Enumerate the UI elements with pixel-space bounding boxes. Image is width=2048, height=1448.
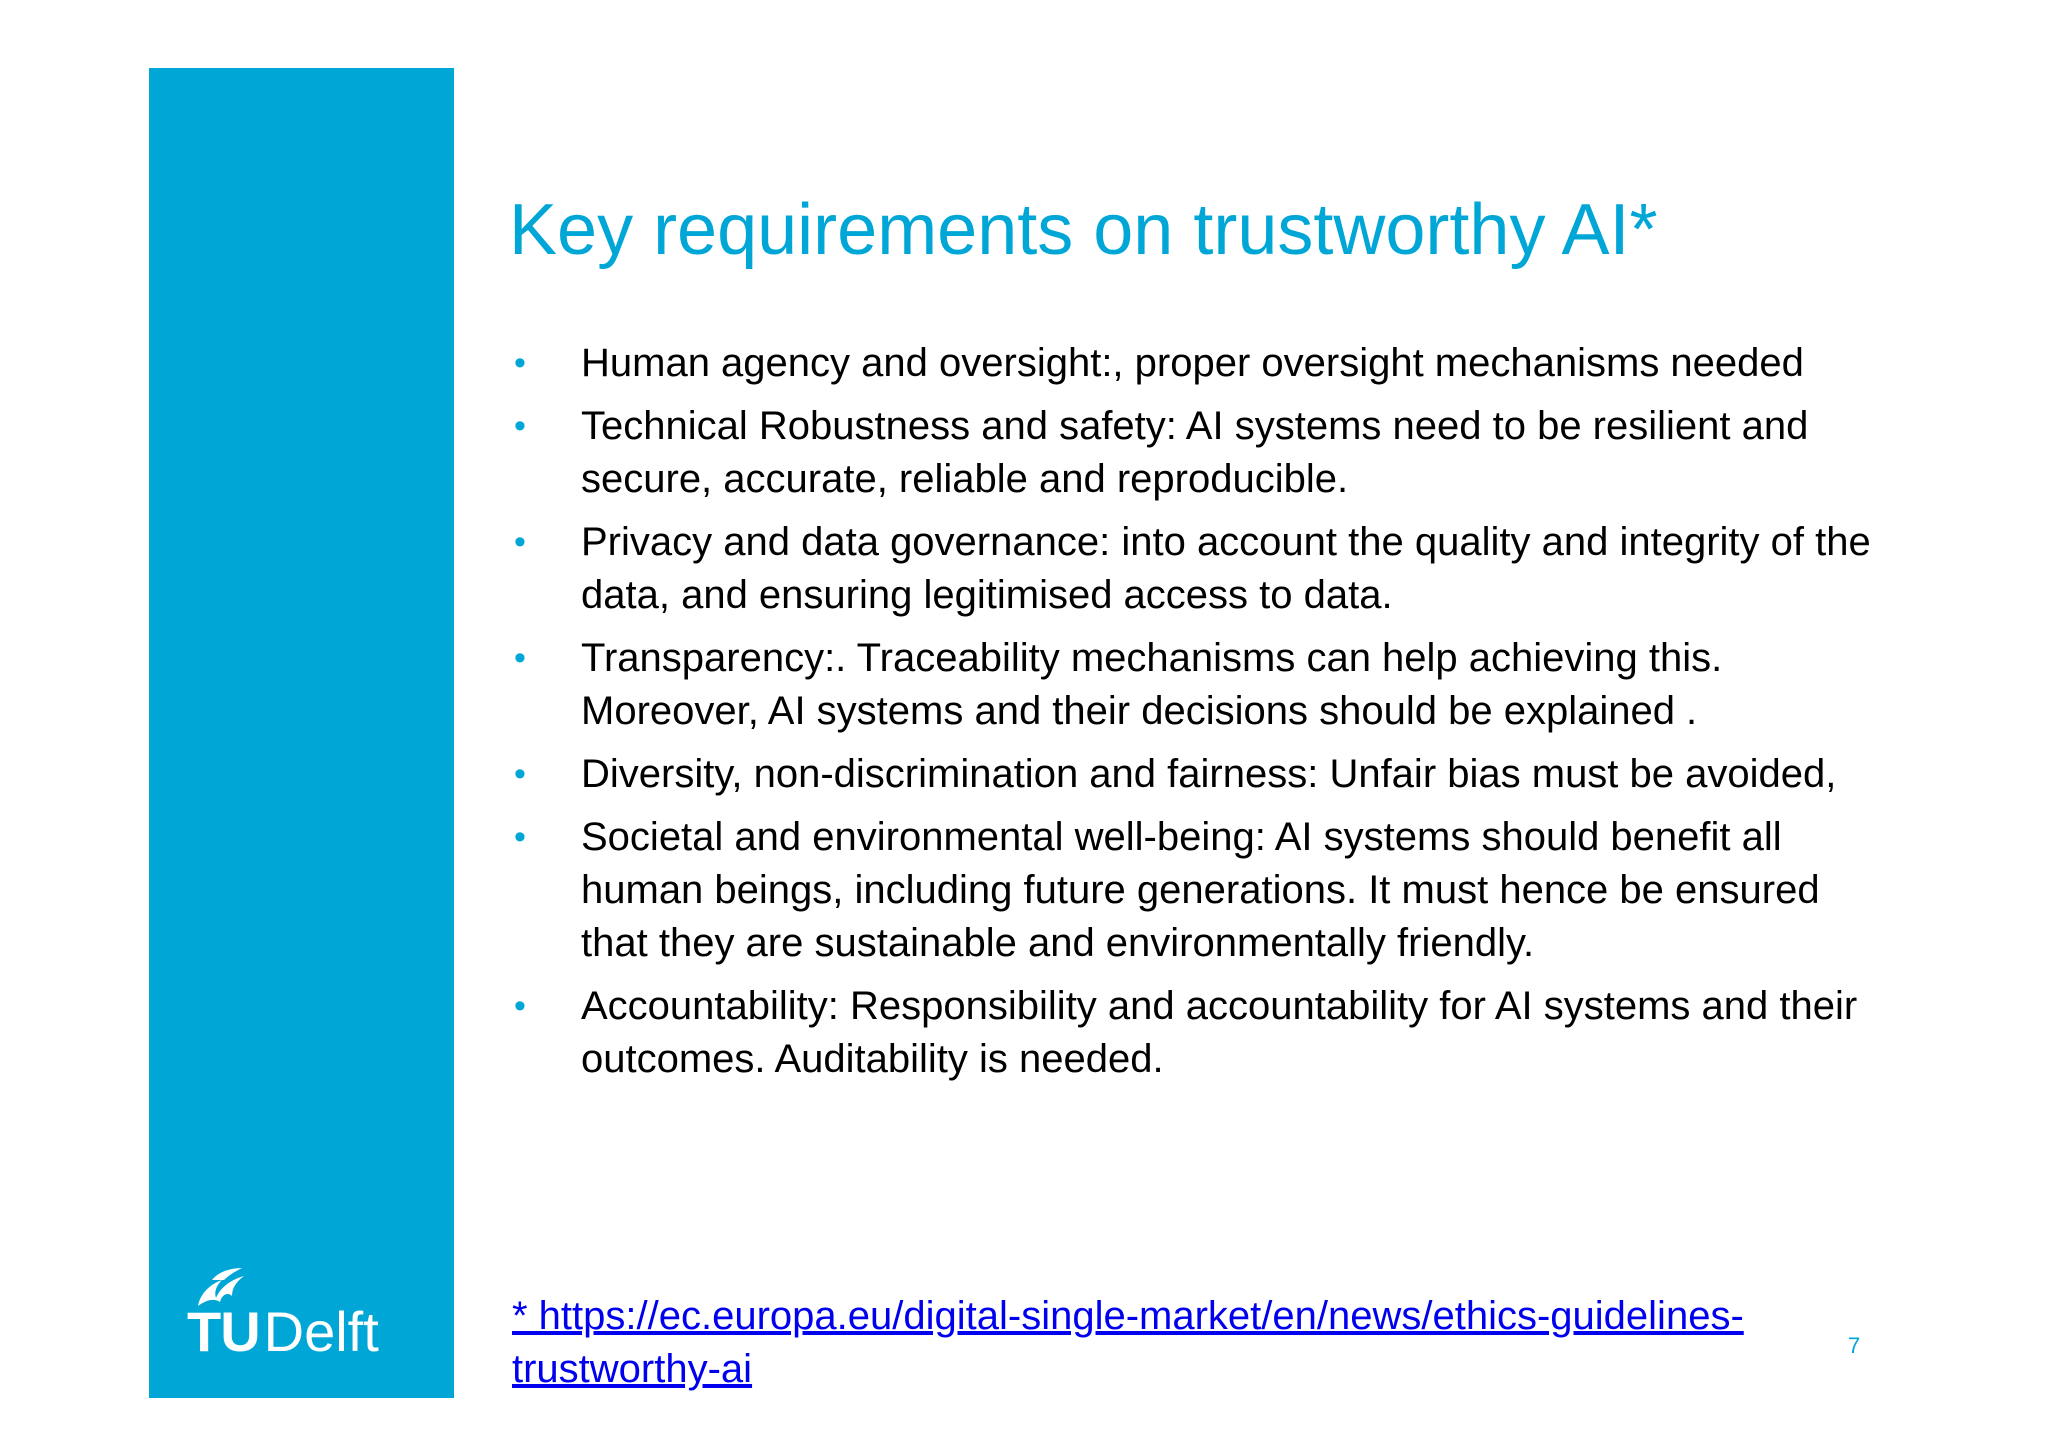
sidebar-band <box>149 68 454 1398</box>
bullet-icon: • <box>514 639 526 677</box>
slide-title: Key requirements on trustworthy AI* <box>509 190 1658 270</box>
bullet-text: Privacy and data governance: into account the quality and integrity of the data, and ensuring legitimised access to data. <box>581 520 1871 617</box>
bullet-item <box>509 337 1889 390</box>
bullet-text: Accountability: Responsibility and accountability for AI systems and their outcomes. Auditability is needed. <box>581 984 1858 1081</box>
bullet-text: Societal and environmental well-being: AI systems should benefit all human beings, including future generations. It must hence be ensured that they are sustainable and environmentally friendly. <box>581 815 1820 965</box>
page-number: 7 <box>1848 1333 1861 1358</box>
bullet-icon: • <box>514 818 526 856</box>
bullet-item <box>509 400 1889 506</box>
bullet-item <box>509 516 1889 622</box>
bullet-item <box>509 632 1889 738</box>
bullet-text: Diversity, non-discrimination and fairness: Unfair bias must be avoided, <box>581 752 1837 796</box>
bullet-text: Technical Robustness and safety: AI systems need to be resilient and secure, accurate, reliable and reproducible. <box>581 404 1809 501</box>
bullet-item <box>509 980 1889 1086</box>
bullet-text: Transparency:. Traceability mechanisms can help achieving this. Moreover, AI systems and their decisions should be explained . <box>581 636 1723 733</box>
logo-tu: TU <box>187 1300 260 1363</box>
bullet-icon: • <box>514 523 526 561</box>
bullet-icon: • <box>514 344 526 382</box>
logo-delft: Delft <box>263 1300 379 1363</box>
bullet-text: Human agency and oversight:, proper oversight mechanisms needed <box>581 341 1804 385</box>
footnote-link[interactable]: * https://ec.europa.eu/digital-single-market/en/news/ethics-guidelines-trustworthy-ai <box>512 1294 1744 1391</box>
bullet-icon: • <box>514 987 526 1025</box>
tudelft-logo[interactable] <box>187 1260 417 1363</box>
bullet-item <box>509 811 1889 970</box>
logo-wordmark <box>187 1300 379 1363</box>
bullet-item <box>509 748 1889 801</box>
bullet-icon: • <box>514 755 526 793</box>
bullet-icon: • <box>514 407 526 445</box>
bullet-list <box>509 337 1889 1096</box>
